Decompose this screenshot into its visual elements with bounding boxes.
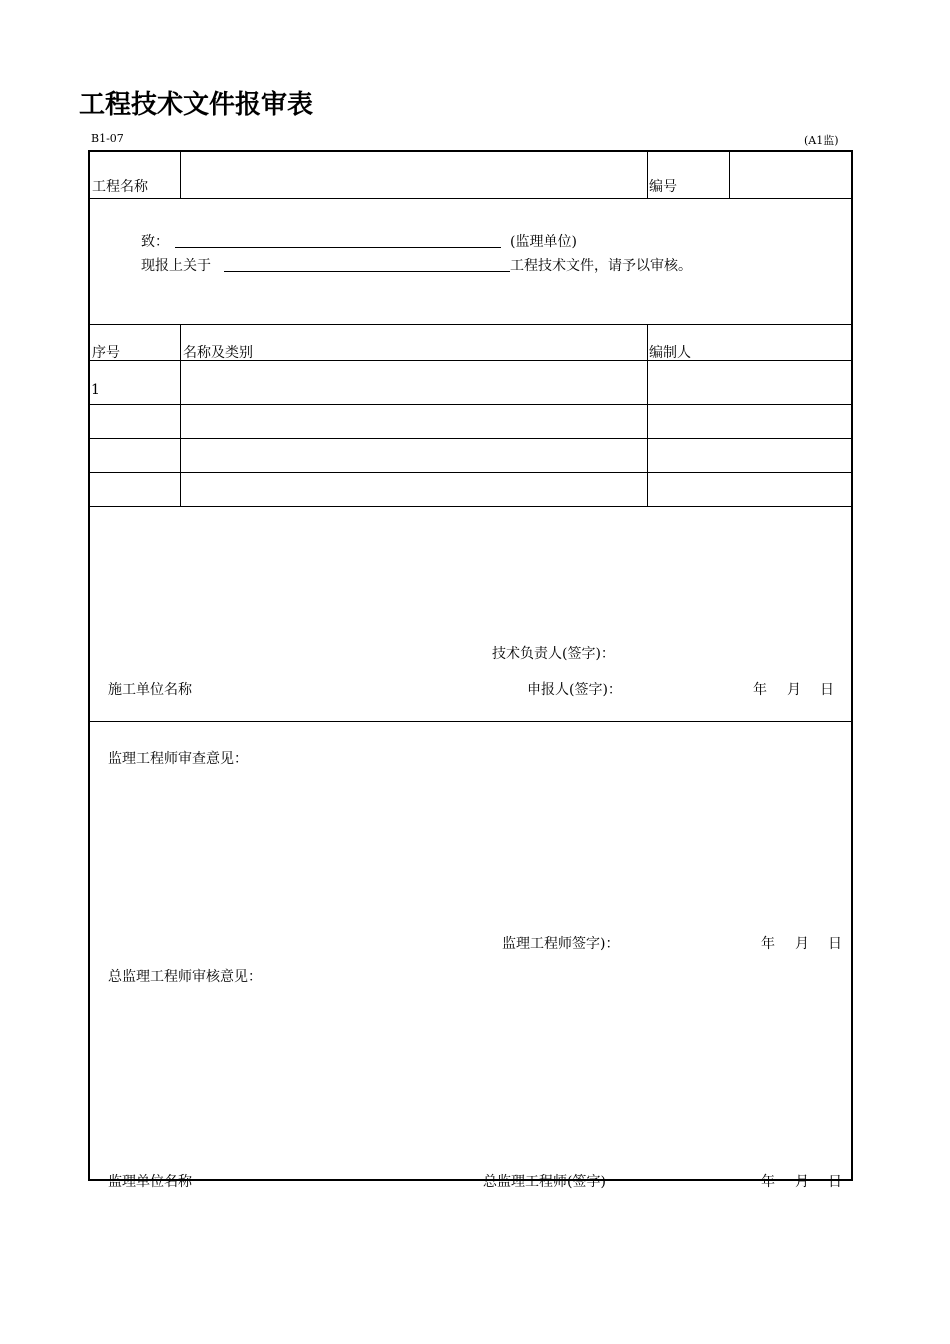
col-header-seq: 序号 bbox=[92, 345, 120, 361]
project-name-label: 工程名称 bbox=[92, 179, 148, 195]
table-cell-name[interactable] bbox=[182, 474, 645, 504]
table-cell-name[interactable] bbox=[182, 362, 645, 402]
table-cell-author[interactable] bbox=[649, 362, 849, 402]
form-tag: (A1监) bbox=[804, 134, 839, 147]
col-header-author: 编制人 bbox=[649, 345, 691, 361]
divider bbox=[90, 721, 851, 722]
col-header-name: 名称及类别 bbox=[183, 345, 253, 361]
table-cell-name[interactable] bbox=[182, 440, 645, 470]
date-day-label: 日 bbox=[828, 1174, 842, 1190]
date-month-label: 月 bbox=[795, 936, 809, 952]
engineer-opinion-area[interactable] bbox=[108, 774, 828, 924]
form-frame bbox=[88, 150, 853, 1190]
to-label: 致： bbox=[141, 234, 169, 250]
divider bbox=[90, 324, 851, 325]
engineer-signature-label: 监理工程师签字)： bbox=[502, 936, 620, 952]
report-suffix: 工程技术文件，请予以审核。 bbox=[510, 258, 692, 274]
reporter-signature-label: 申报人(签字)： bbox=[527, 682, 622, 698]
report-subject-blank[interactable] bbox=[224, 271, 510, 272]
project-name-field[interactable] bbox=[182, 154, 645, 196]
table-cell-seq: 1 bbox=[91, 382, 100, 398]
form-code: B1-07 bbox=[91, 132, 124, 145]
to-unit-blank[interactable] bbox=[175, 247, 501, 248]
date-month-label: 月 bbox=[787, 682, 801, 698]
divider bbox=[647, 152, 648, 198]
date-month-label: 月 bbox=[795, 1174, 809, 1190]
divider bbox=[90, 404, 851, 405]
divider bbox=[180, 324, 181, 506]
date-year-label: 年 bbox=[761, 1174, 775, 1190]
date-year-label: 年 bbox=[761, 936, 775, 952]
engineer-opinion-label: 监理工程师审查意见： bbox=[108, 751, 248, 767]
divider bbox=[90, 438, 851, 439]
chief-signature-label: 总监理工程师(签字) bbox=[483, 1174, 606, 1190]
divider bbox=[729, 152, 730, 198]
date-year-label: 年 bbox=[753, 682, 767, 698]
divider bbox=[647, 324, 648, 506]
divider bbox=[180, 152, 181, 198]
number-field[interactable] bbox=[731, 154, 851, 196]
contractor-unit-label: 施工单位名称 bbox=[108, 682, 192, 698]
number-label: 编号 bbox=[649, 179, 677, 195]
divider bbox=[90, 472, 851, 473]
chief-opinion-area[interactable] bbox=[108, 992, 828, 1162]
divider bbox=[90, 198, 851, 199]
date-day-label: 日 bbox=[828, 936, 842, 952]
date-day-label: 日 bbox=[820, 682, 834, 698]
report-prefix: 现报上关于 bbox=[141, 258, 211, 274]
tech-lead-signature-label: 技术负责人(签字)： bbox=[492, 646, 615, 662]
supervision-unit-label: 监理单位名称 bbox=[108, 1174, 192, 1190]
table-cell-name[interactable] bbox=[182, 406, 645, 436]
to-suffix: (监理单位) bbox=[510, 234, 577, 250]
divider bbox=[90, 506, 851, 507]
chief-opinion-label: 总监理工程师审核意见： bbox=[108, 969, 262, 985]
page-title: 工程技术文件报审表 bbox=[79, 90, 314, 120]
